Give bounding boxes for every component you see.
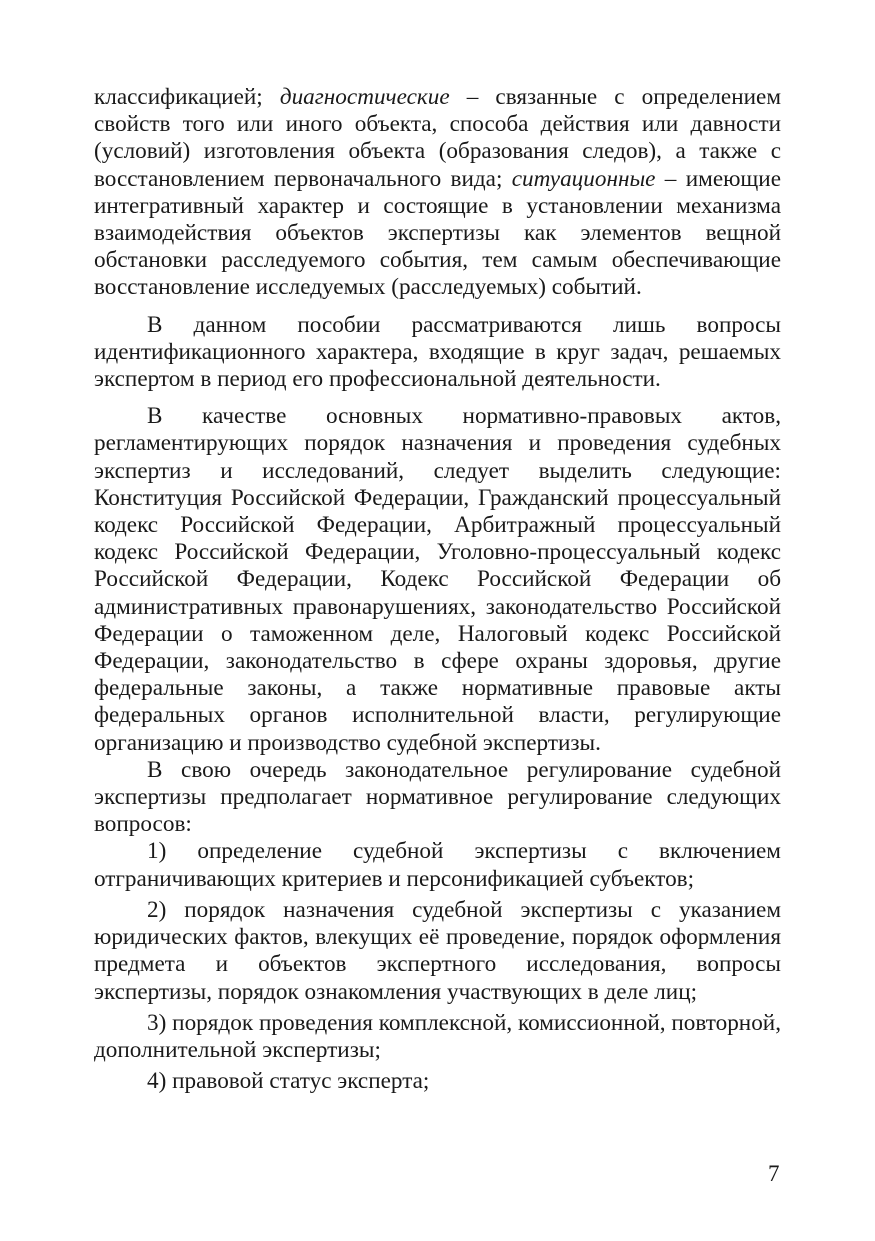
term-situational: ситуационные <box>511 165 656 192</box>
paragraph-text: – имеющие интегративный характер и состоящие в установлении механизма взаимодействия объектов экспертизы как элементов вещной обстановки расследуемого события, тем самым обеспечивающие восстановление исследуемых (расследуемых) событий. <box>94 165 781 301</box>
paragraph-text: классификацией; <box>94 84 280 110</box>
term-diagnostic: диагностические <box>279 84 450 110</box>
paragraph-legal-acts: В качестве основных нормативно-правовых актов, регламентирующих порядок назначения и проведения судебных экспертиз и исследований, следует выделить следующие: Конституция Российской Федерации, Гражданский процессуальный кодекс Российской Федерации, Арбитражный процессуальный кодекс Российской Федерации, Уголовно-процессуальный кодекс Российской Федерации, Кодекс Российской Федерации об административных правонарушениях, законодательство Российской Федерации о таможенном деле, Налоговый кодекс Российской Федерации, законодательство в сфере охраны здоровья, другие федеральные законы, а также нормативные правовые акты федеральных органов исполнительной власти, регулирующие организацию и производство судебной экспертизы. <box>94 403 781 756</box>
paragraph-text: – связанные с определением свойств того или иного объекта, способа действия или давности (условий) изготовления объекта (образования следов), а также с восстановлением первоначального вида; <box>94 84 781 192</box>
paragraph-regulation-intro: В свою очередь законодательное регулирование судебной экспертизы предполагает нормативное регулирование следующих вопросов: <box>94 756 781 838</box>
list-item: 1) определение судебной экспертизы с включением отграничивающих критериев и персонификацией субъектов; <box>94 838 781 892</box>
paragraph-task-types <box>94 84 781 302</box>
document-body <box>94 84 781 1095</box>
list-item: 2) порядок назначения судебной экспертизы с указанием юридических фактов, влекущих её проведение, порядок оформления предмета и объектов экспертного исследования, вопросы экспертизы, порядок ознакомления участвующих в деле лиц; <box>94 896 781 1005</box>
page-number: 7 <box>768 1161 780 1186</box>
list-item: 4) правовой статус эксперта; <box>147 1068 430 1095</box>
list-item: 3) порядок проведения комплексной, комиссионной, повторной, дополнительной экспертизы; <box>94 1009 781 1063</box>
paragraph-scope: В данном пособии рассматриваются лишь вопросы идентификационного характера, входящие в круг задач, решаемых экспертом в период его профессиональной деятельности. <box>94 311 781 393</box>
